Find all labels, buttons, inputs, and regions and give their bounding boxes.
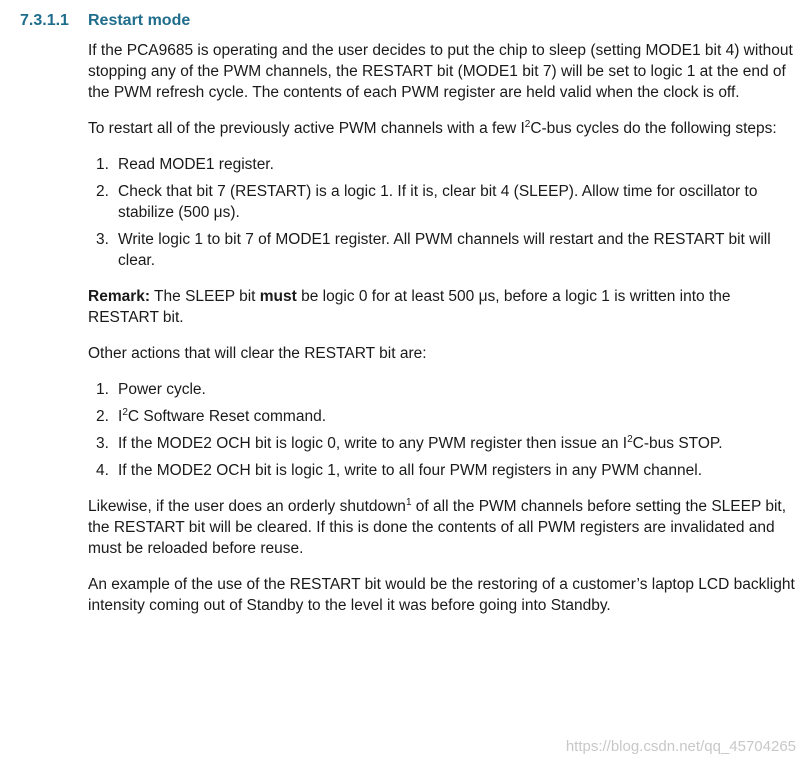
section-heading — [20, 12, 190, 30]
list-item — [88, 154, 800, 175]
list-text: Power cycle. — [118, 381, 206, 398]
paragraph-text: The SLEEP bit — [150, 288, 260, 305]
list-number: 2. — [96, 183, 109, 200]
list-text: C-bus STOP. — [632, 435, 723, 452]
watermark-url: https://blog.csdn.net/qq_45704265 — [565, 738, 796, 755]
paragraph-other-actions: Other actions that will clear the RESTART bit are: — [88, 345, 427, 362]
list-text: Write logic 1 to bit 7 of MODE1 register. All PWM channels will restart and the RESTART bit will clear. — [118, 231, 771, 269]
list-number: 3. — [96, 231, 109, 248]
paragraph-text: To restart all of the previously active PWM channels with a few I — [88, 120, 525, 137]
list-item — [88, 460, 800, 481]
document-body — [88, 40, 800, 631]
list-text: Read MODE1 register. — [118, 156, 274, 173]
section-title: Restart mode — [88, 12, 191, 29]
superscript: 2 — [627, 434, 633, 445]
list-item — [88, 379, 800, 400]
paragraph-text: be logic 0 for at least 500 μs, before a logic 1 is written into the RESTART bit. — [88, 288, 731, 326]
section-number: 7.3.1.1 — [20, 12, 69, 29]
paragraph-text: of all the PWM channels before setting the SLEEP bit, the RESTART bit will be cleared. If this is done the contents of all PWM registers are invalidated and must be reloaded before reuse. — [88, 498, 787, 557]
emphasis-must: must — [259, 288, 297, 305]
list-number: 1. — [96, 381, 109, 398]
paragraph-shutdown — [88, 496, 800, 559]
paragraph-remark — [88, 286, 800, 328]
footnote-marker: 1 — [405, 497, 412, 508]
superscript: 2 — [122, 407, 128, 418]
list-number: 2. — [96, 408, 109, 425]
list-text: If the MODE2 OCH bit is logic 1, write to all four PWM registers in any PWM channel. — [118, 462, 703, 479]
list-item — [88, 229, 800, 271]
list-item — [88, 181, 800, 223]
list-text: Check that bit 7 (RESTART) is a logic 1. If it is, clear bit 4 (SLEEP). Allow time for oscillator to stabilize (500 μs). — [118, 183, 758, 221]
list-text: If the MODE2 OCH bit is logic 0, write to any PWM register then issue an I — [118, 435, 628, 452]
paragraph-example: An example of the use of the RESTART bit would be the restoring of a customer’s laptop LCD backlight intensity coming out of Standby to the level it was before going into Standby. — [88, 576, 795, 614]
paragraph-text: Likewise, if the user does an orderly shutdown — [88, 498, 406, 515]
list-text: C Software Reset command. — [127, 408, 327, 425]
other-actions-list — [88, 379, 800, 481]
list-item — [88, 406, 800, 427]
list-item — [88, 433, 800, 454]
list-number: 3. — [96, 435, 109, 452]
restart-steps-list — [88, 154, 800, 271]
paragraph-text: C-bus cycles do the following steps: — [530, 120, 777, 137]
list-text: I — [118, 408, 123, 425]
list-number: 1. — [96, 156, 109, 173]
remark-label: Remark: — [88, 288, 151, 305]
paragraph-intro: If the PCA9685 is operating and the user decides to put the chip to sleep (setting MODE1 bit 4) without stopping any of the PWM channels, the RESTART bit (MODE1 bit 7) will be set to logic 1 at the end of the PWM refresh cycle. The contents of each PWM register are held valid when the clock is off. — [88, 42, 793, 101]
list-number: 4. — [96, 462, 109, 479]
paragraph-restart-steps-intro — [88, 118, 800, 139]
superscript: 2 — [524, 119, 531, 130]
